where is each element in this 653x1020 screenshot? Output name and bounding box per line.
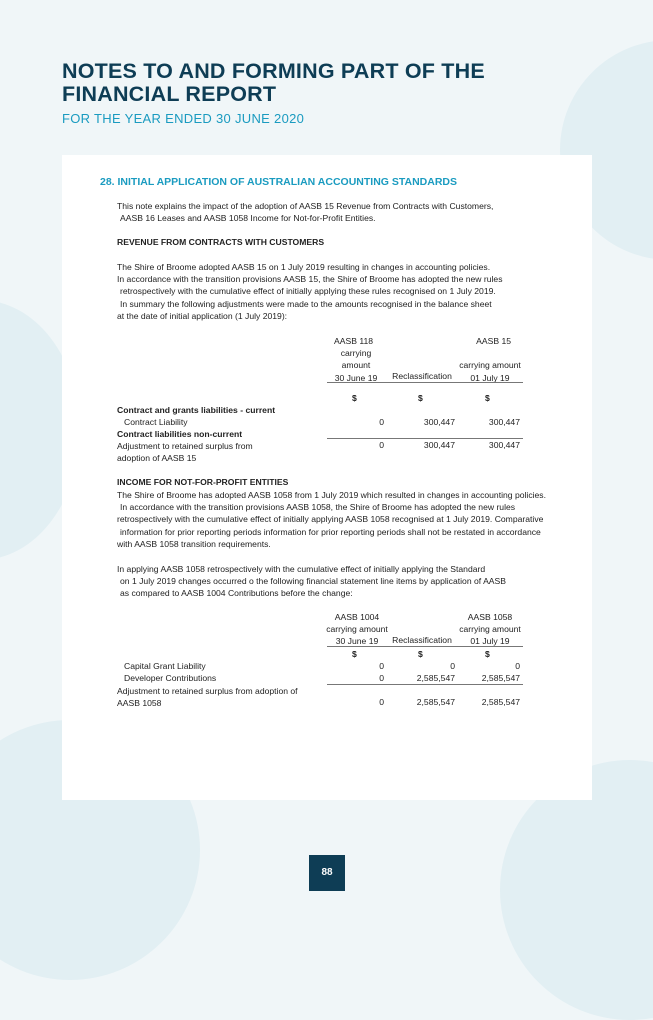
- table-row-label: Contract liabilities non-current: [117, 429, 243, 439]
- text-line: with AASB 1058 transition requirements.: [117, 538, 271, 549]
- text-line: In applying AASB 1058 retrospectively with the cumulative effect of initially applying the Standard: [117, 564, 486, 574]
- table-row-label: Contract and grants liabilities - current: [117, 405, 276, 415]
- header-line: 01 July 19: [470, 372, 510, 383]
- currency-symbol: $: [418, 393, 423, 403]
- table-cell: 2,585,547: [416, 697, 455, 707]
- text-line: at the date of initial application (1 July 2019):: [117, 310, 288, 321]
- header-line: AASB 15: [476, 336, 511, 346]
- table-cell: 0: [515, 661, 520, 671]
- text-line: Adjustment to retained surplus from adoption of: [117, 686, 298, 696]
- table-cell: 0: [379, 440, 384, 450]
- header-line: 30 June 19: [335, 636, 379, 647]
- table1-col1-header: [322, 335, 390, 384]
- currency-symbol: $: [352, 393, 357, 403]
- table-row-label: Developer Contributions: [124, 673, 217, 683]
- header-line: AASB 118: [334, 336, 374, 346]
- intro-paragraph: [117, 200, 493, 224]
- currency-symbol: $: [418, 649, 423, 659]
- table2-col2-header: Reclassification: [392, 635, 452, 645]
- text-line: The Shire of Broome adopted AASB 15 on 1 July 2019 resulting in changes in accounting policies.: [117, 262, 491, 272]
- text-line: retrospectively with the cumulative effect of initially applying these rules recognised on 1 July 2019.: [120, 286, 496, 297]
- table-cell: 300,447: [423, 417, 455, 427]
- header-line: AASB 1058: [467, 612, 513, 622]
- text-line: as compared to AASB 1004 Contributions before the change:: [120, 588, 353, 599]
- table-rule: [327, 382, 523, 383]
- header-line: amount: [341, 360, 371, 371]
- revenue-paragraph: [117, 261, 503, 322]
- text-line: Adjustment to retained surplus from: [117, 441, 253, 451]
- table-rule: [327, 646, 523, 647]
- table1-col3-header: [455, 335, 525, 384]
- table-cell: 2,585,547: [481, 697, 520, 707]
- table-row-label: [117, 440, 253, 464]
- table-cell: 0: [379, 673, 384, 683]
- table1-col2-header: Reclassification: [392, 371, 452, 381]
- text-line: AASB 1058: [117, 698, 162, 709]
- text-line: AASB 16 Leases and AASB 1058 Income for Not-for-Profit Entities.: [120, 213, 376, 224]
- table-row-label: Capital Grant Liability: [124, 661, 206, 671]
- section-title: 28. INITIAL APPLICATION OF AUSTRALIAN ACCOUNTING STANDARDS: [100, 176, 457, 188]
- revenue-heading: REVENUE FROM CONTRACTS WITH CUSTOMERS: [117, 237, 325, 247]
- page-number: 88: [309, 855, 345, 891]
- page-title: [62, 60, 485, 106]
- table-cell: 2,585,547: [416, 673, 455, 683]
- table-rule: [327, 438, 523, 439]
- table-cell: 2,585,547: [481, 673, 520, 683]
- header-line: carrying: [340, 348, 372, 359]
- text-line: In summary the following adjustments were made to the amounts recognised in the balance sheet: [120, 298, 492, 309]
- text-line: on 1 July 2019 changes occurred o the following financial statement line items by application of AASB: [120, 576, 506, 587]
- currency-symbol: $: [485, 649, 490, 659]
- currency-symbol: $: [485, 393, 490, 403]
- page-subtitle: FOR THE YEAR ENDED 30 JUNE 2020: [62, 111, 305, 126]
- table-cell: 0: [379, 661, 384, 671]
- header-line: carrying amount: [326, 624, 388, 635]
- text-line: information for prior reporting periods information for prior reporting periods shall not be restated in accordance: [120, 526, 541, 537]
- header-line: carrying amount: [459, 360, 521, 371]
- income-paragraph: [117, 489, 546, 550]
- text-line: In accordance with the transition provisions AASB 15, the Shire of Broome has adopted the new rules: [117, 274, 503, 285]
- table-rule: [327, 684, 523, 685]
- header-line: 01 July 19: [470, 636, 510, 647]
- income-paragraph: [117, 563, 506, 600]
- text-line: The Shire of Broome has adopted AASB 1058 from 1 July 2019 which resulted in changes in accounting policies.: [117, 490, 546, 500]
- header-line: 30 June 19: [334, 372, 378, 383]
- text-line: This note explains the impact of the adoption of AASB 15 Revenue from Contracts with Customers,: [117, 201, 494, 211]
- currency-symbol: $: [352, 649, 357, 659]
- header-line: AASB 1004: [334, 612, 380, 622]
- table-cell: 300,447: [488, 440, 520, 450]
- page-title-line: FINANCIAL REPORT: [62, 82, 277, 106]
- table2-col1-header: [318, 611, 396, 648]
- table-row-label: Contract Liability: [124, 417, 188, 427]
- table-cell: 300,447: [423, 440, 455, 450]
- table-cell: 300,447: [488, 417, 520, 427]
- text-line: retrospectively with the cumulative effect of initially applying AASB 1058 recognised at 1 July 2019. Comparative: [117, 514, 544, 525]
- table-cell: 0: [379, 697, 384, 707]
- text-line: adoption of AASB 15: [117, 453, 197, 464]
- table-cell: 0: [379, 417, 384, 427]
- table-row-label: [117, 685, 298, 709]
- table2-col3-header: [452, 611, 528, 648]
- income-heading: INCOME FOR NOT-FOR-PROFIT ENTITIES: [117, 477, 289, 487]
- table-cell: 0: [450, 661, 455, 671]
- text-line: In accordance with the transition provisions AASB 1058, the Shire of Broome has adopted the new rules: [120, 502, 516, 513]
- page-title-line: NOTES TO AND FORMING PART OF THE: [62, 59, 485, 83]
- header-line: carrying amount: [459, 624, 521, 635]
